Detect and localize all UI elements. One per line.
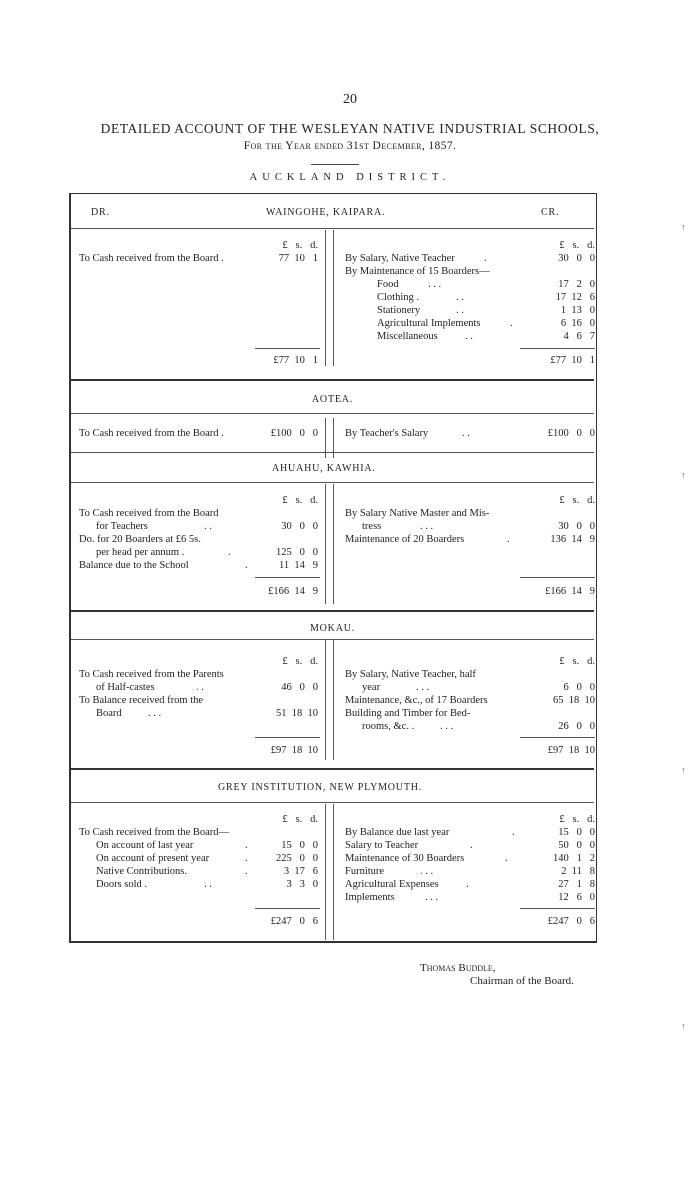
dr-header: DR. [91,207,110,218]
item-amount: 50 0 0 [558,840,595,851]
left-line: To Cash received from the Parents [79,669,224,680]
section-rule [71,228,594,229]
right-total: £77 10 1 [550,355,595,366]
leader-dot: . . [204,521,212,532]
left-line: per head per annum . [96,547,185,558]
item-dots: . . [456,305,464,316]
document-subtitle: For the Year ended 31st December, 1857. [243,140,457,152]
page-number: 20 [343,92,357,107]
total-rule [255,908,320,909]
left-line: To Cash received from the Board [79,508,219,519]
item-amount: 15 0 0 [281,840,318,851]
leader-dot: . [470,840,473,851]
district-heading: AUCKLAND DISTRICT. [249,172,451,183]
left-amount: 51 18 10 [276,708,318,719]
item-amount: 6 16 0 [560,318,595,329]
total-rule [520,737,595,738]
right-line: Maintenance of 20 Boarders [345,534,465,545]
total-rule [520,348,595,349]
item-label: Furniture [345,866,385,877]
leader-dot: . [507,534,510,545]
item-label: Native Contributions. [96,866,187,877]
item-amount: 225 0 0 [276,853,318,864]
leader-dot: . [245,560,248,571]
item-dots: . . [465,331,473,342]
left-total: £166 14 9 [268,586,318,597]
leader-dot: . . . [440,721,454,732]
right-line: By Teacher's Salary [345,428,429,439]
signature-role: Chairman of the Board. [470,975,574,987]
leader-dot: . . . [420,866,434,877]
item-label: Clothing . [377,292,420,303]
right-total: £97 18 10 [547,745,595,756]
column-divider [325,640,326,760]
left-total: £97 18 10 [270,745,318,756]
section-rule [71,639,594,640]
right-amount: 6 0 0 [563,682,595,693]
left-line: To Cash received from the Board— [79,827,230,838]
units-right: £ s. d. [559,814,595,825]
margin-mark: ↑ [681,222,686,232]
item-amount: 1 13 0 [560,305,595,316]
left-line: To Cash received from the Board . [79,253,224,264]
total-rule [255,577,320,578]
section-title-ahuahu: AHUAHU, KAWHIA. [272,463,376,474]
left-amount: 46 0 0 [281,682,318,693]
column-divider [333,230,334,366]
right-line: By Salary, Native Teacher [345,253,455,264]
right-total: £166 14 9 [545,586,595,597]
section-rule [71,482,594,483]
item-label: Stationery [377,305,421,316]
right-amount: 30 0 0 [558,253,595,264]
right-line: year [362,682,381,693]
left-line: Board [96,708,122,719]
left-total: £247 0 6 [270,916,318,927]
item-amount: 4 6 7 [563,331,595,342]
left-line: Do. for 20 Boarders at £6 5s. [79,534,201,545]
leader-dot: . . [204,879,212,890]
leader-dot: . . . [420,521,434,532]
right-line: By Salary, Native Teacher, half [345,669,476,680]
signature-name: Thomas Buddle, [420,962,496,974]
item-label: Maintenance of 30 Boarders [345,853,465,864]
left-amount: 11 14 9 [279,560,318,571]
leader-dot: . [512,827,515,838]
right-line: rooms, &c. . [362,721,415,732]
leader-dot: . [484,253,487,264]
right-line: tress [362,521,382,532]
item-amount: 27 1 8 [558,879,595,890]
section-rule [71,768,594,770]
column-divider [325,230,326,366]
item-amount: 2 11 8 [561,866,595,877]
units-right: £ s. d. [559,240,595,251]
left-line: To Cash received from the Board . [79,428,224,439]
title-rule [311,164,359,165]
left-line: To Balance received from the [79,695,204,706]
leader-dot: . [228,547,231,558]
section-rule [71,379,594,381]
document-title: DETAILED ACCOUNT OF THE WESLEYAN NATIVE INDUSTRIAL SCHOOLS, [100,121,600,136]
leader-dot: . [245,853,248,864]
right-amount: £100 0 0 [547,428,595,439]
item-amount: 140 1 2 [553,853,595,864]
margin-mark: ↑ [681,765,686,775]
right-amount: 65 18 10 [553,695,595,706]
column-divider [333,484,334,604]
right-amount: 30 0 0 [558,521,595,532]
leader-dot: . [245,840,248,851]
section-title-aotea: AOTEA. [311,394,354,405]
margin-mark: ↑ [681,1021,686,1031]
section-title-mokau: MOKAU. [309,623,356,634]
item-amount: 17 12 6 [555,292,595,303]
item-label: On account of present year [96,853,210,864]
leader-dot: . [466,879,469,890]
margin-mark: ↑ [681,470,686,480]
units-right: £ s. d. [559,656,595,667]
cr-header: CR. [541,207,560,218]
left-line: of Half-castes [96,682,155,693]
left-line: Balance due to the School [79,560,189,571]
column-divider [333,640,334,760]
item-label: Doors sold . [96,879,148,890]
item-label: Miscellaneous [377,331,438,342]
leader-dot: . [245,866,248,877]
right-line: By Maintenance of 15 Boarders— [345,266,490,277]
total-rule [520,577,595,578]
leader-dot: . . [196,682,204,693]
column-divider [325,804,326,940]
section-rule [71,610,594,612]
left-amount: 125 0 0 [276,547,318,558]
right-total: £247 0 6 [547,916,595,927]
section-rule [71,452,594,453]
total-rule [255,348,320,349]
leader-dot: . [505,853,508,864]
item-amount: 12 6 0 [558,892,595,903]
item-amount: 3 17 6 [283,866,318,877]
section-rule [71,413,594,414]
right-amount: 26 0 0 [558,721,595,732]
section-rule [71,802,594,803]
left-amount: 77 10 1 [278,253,318,264]
left-total: £77 10 1 [273,355,318,366]
item-label: Agricultural Implements [377,318,481,329]
left-amount: 30 0 0 [281,521,318,532]
column-divider [325,484,326,604]
leader-dot: . . . [425,892,439,903]
section-title-waingohe: WAINGOHE, KAIPARA. [266,207,386,218]
left-amount: £100 0 0 [270,428,318,439]
item-label: By Balance due last year [345,827,450,838]
leader-dot: . . . [416,682,430,693]
item-dots: . . [462,428,470,439]
right-line: By Salary Native Master and Mis- [345,508,490,519]
item-label: Implements [345,892,395,903]
left-line: for Teachers [96,521,148,532]
item-label: On account of last year [96,840,194,851]
units-left: £ s. d. [282,495,318,506]
section-title-grey-institution: GREY INSTITUTION, NEW PLYMOUTH. [218,782,423,793]
total-rule [520,908,595,909]
item-label: Food [377,279,399,290]
units-left: £ s. d. [282,240,318,251]
right-amount: 136 14 9 [550,534,595,545]
item-label: Salary to Teacher [345,840,419,851]
column-divider [333,804,334,940]
units-left: £ s. d. [282,656,318,667]
item-amount: 3 3 0 [286,879,318,890]
right-line: Building and Timber for Bed- [345,708,471,719]
item-dots: . . [456,292,464,303]
item-amount: 15 0 0 [558,827,595,838]
item-dots: . . . [428,279,442,290]
right-line: Maintenance, &c., of 17 Boarders [345,695,488,706]
units-right: £ s. d. [559,495,595,506]
item-dots: . [510,318,513,329]
leader-dot: . . . [148,708,162,719]
units-left: £ s. d. [282,814,318,825]
total-rule [255,737,320,738]
item-amount: 17 2 0 [558,279,595,290]
item-label: Agricultural Expenses [345,879,439,890]
